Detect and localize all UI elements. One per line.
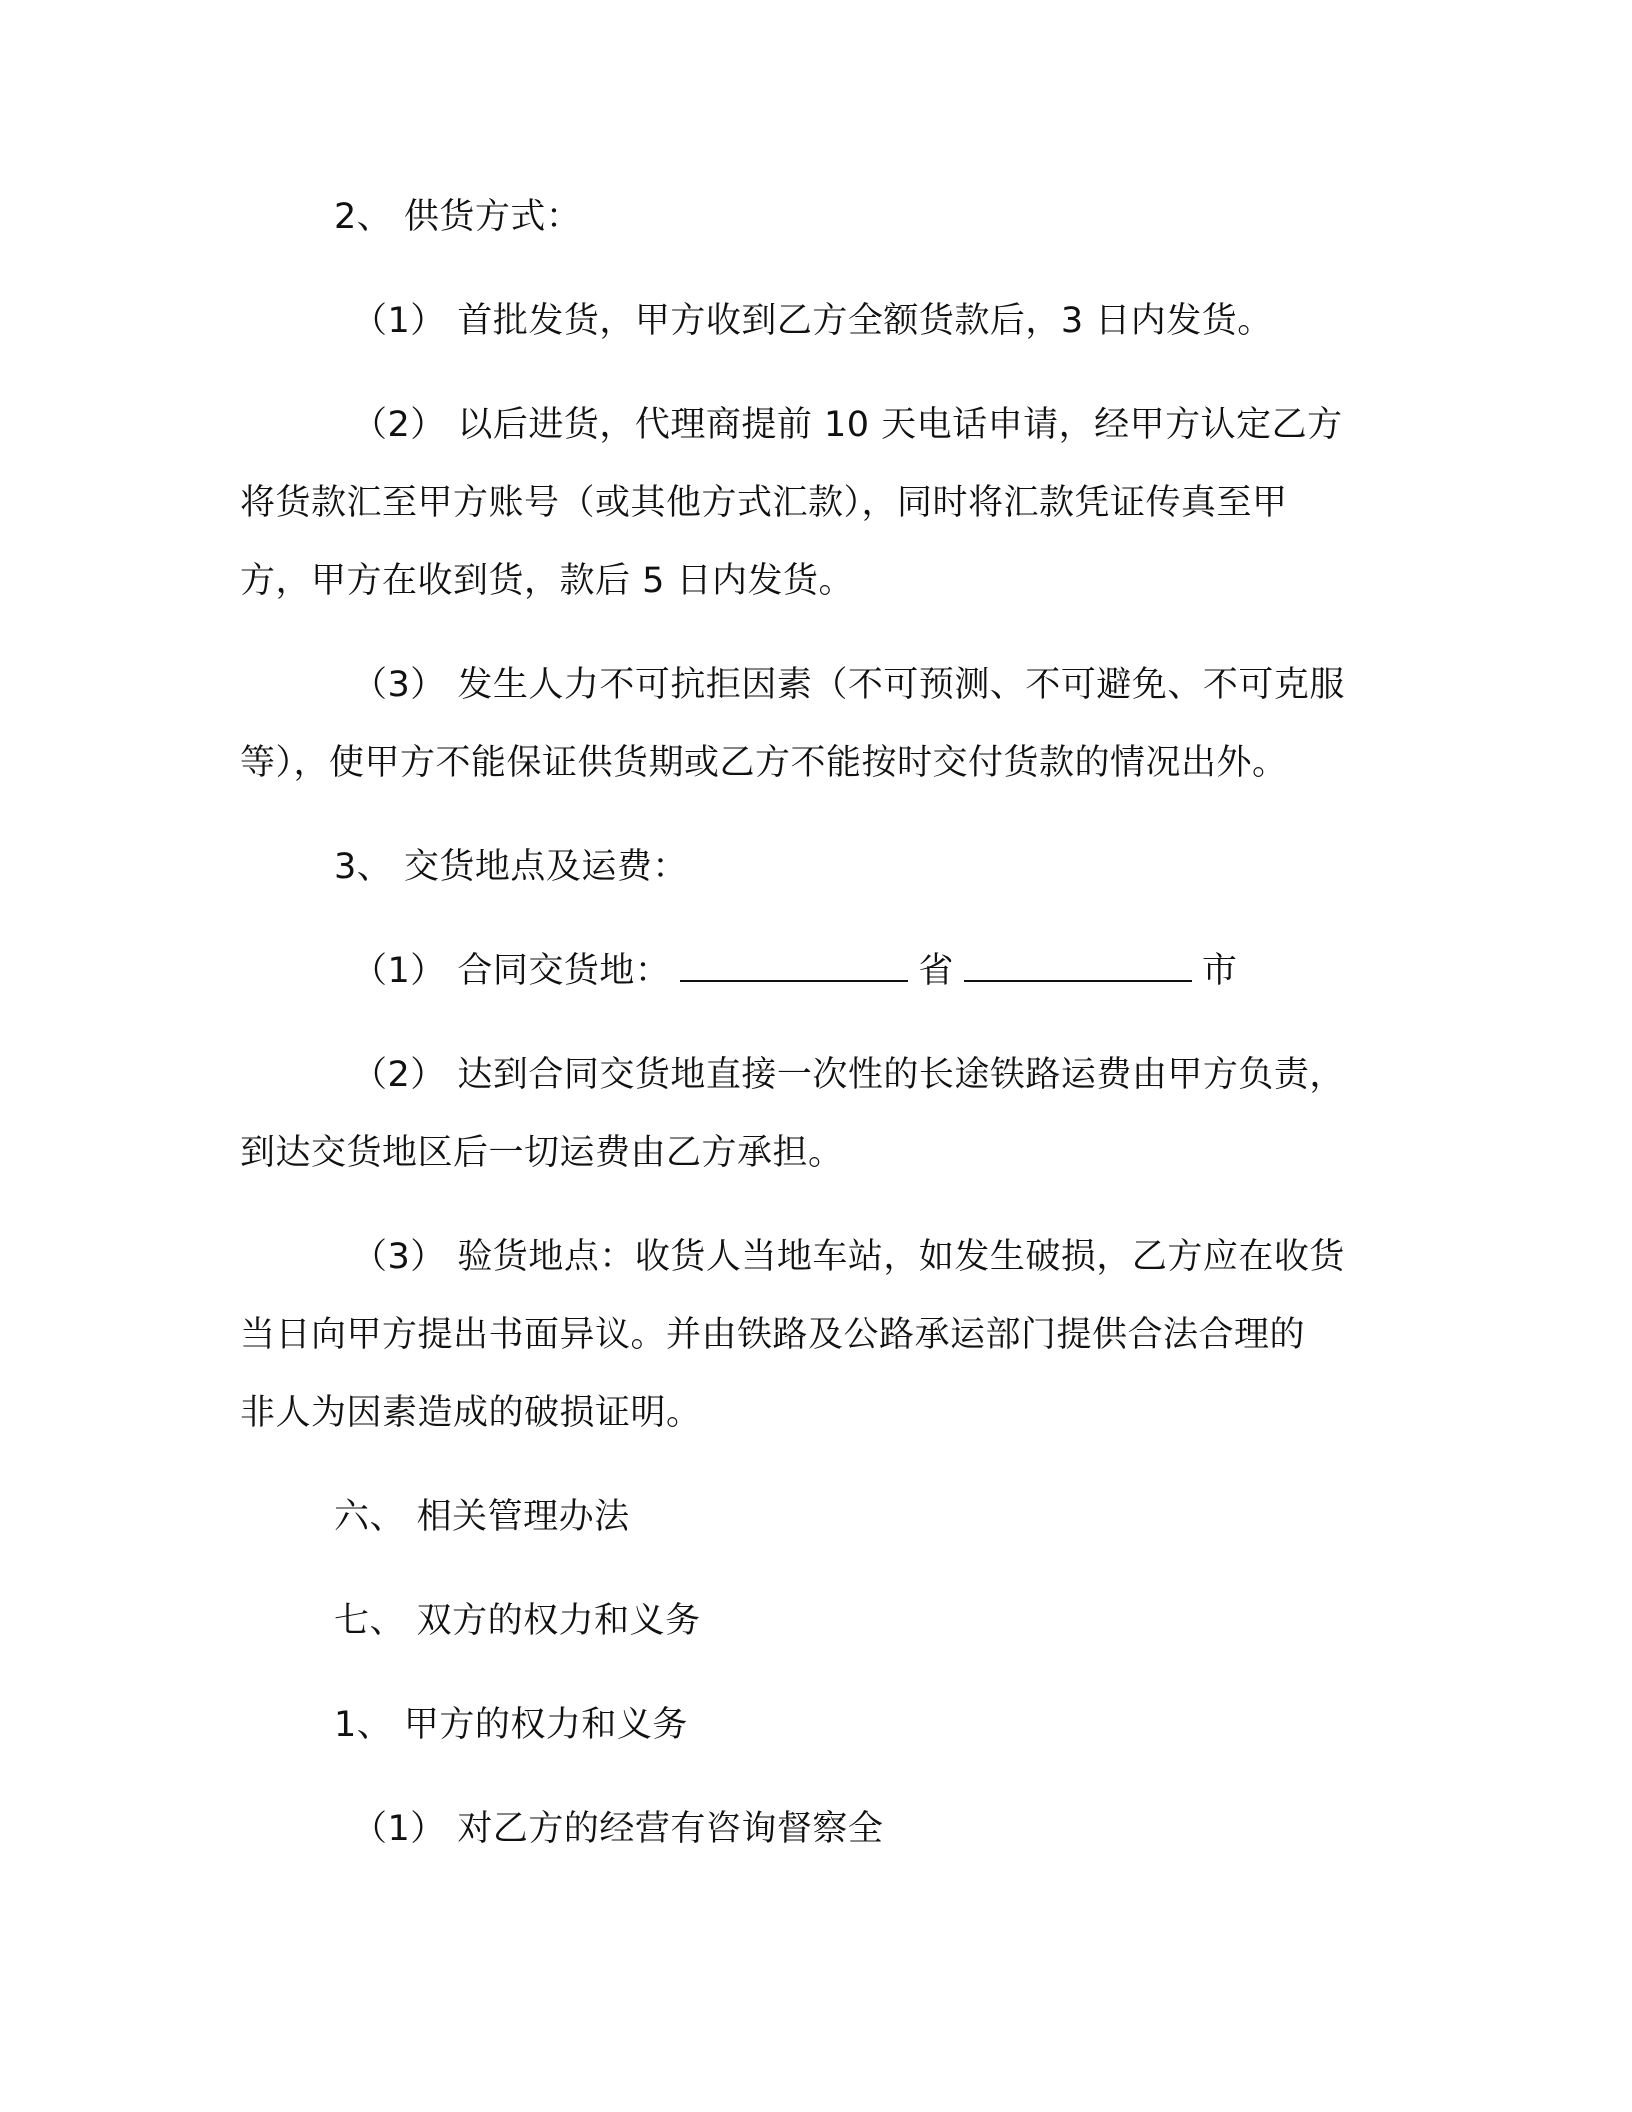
paragraph-party-a-item1: （1） 对乙方的经营有咨询督察全 bbox=[352, 1809, 884, 1849]
paragraph-freight-line2: 到达交货地区后一切运费由乙方承担。 bbox=[240, 1133, 844, 1173]
section-heading-delivery: 3、 交货地点及运费： bbox=[334, 847, 688, 887]
paragraph-later-orders-line1: （2） 以后进货，代理商提前 10 天电话申请，经甲方认定乙方 bbox=[352, 405, 1343, 445]
subsection-heading-party-a: 1、 甲方的权力和义务 bbox=[334, 1705, 688, 1745]
paragraph-inspection-line3: 非人为因素造成的破损证明。 bbox=[240, 1393, 702, 1433]
city-label: 市 bbox=[1201, 951, 1238, 991]
province-label: 省 bbox=[918, 951, 954, 991]
paragraph-later-orders-line2: 将货款汇至甲方账号（或其他方式汇款），同时将汇款凭证传真至甲 bbox=[240, 483, 1288, 523]
paragraph-delivery-location bbox=[352, 932, 1492, 1010]
paragraph-later-orders-line3: 方，甲方在收到货，款后 5 日内发货。 bbox=[240, 561, 855, 601]
section-heading-supply-method: 2、 供货方式： bbox=[334, 197, 582, 237]
province-blank bbox=[680, 950, 908, 982]
paragraph-first-shipment: （1） 首批发货，甲方收到乙方全额货款后，3 日内发货。 bbox=[352, 301, 1273, 341]
paragraph-force-majeure-line1: （3） 发生人力不可抗拒因素（不可预测、不可避免、不可克服 bbox=[352, 665, 1345, 705]
paragraph-inspection-line1: （3） 验货地点：收货人当地车站，如发生破损，乙方应在收货 bbox=[352, 1237, 1345, 1277]
city-blank bbox=[964, 950, 1192, 982]
paragraph-freight-line1: （2） 达到合同交货地直接一次性的长途铁路运费由甲方负责， bbox=[352, 1055, 1345, 1095]
section-heading-management: 六、 相关管理办法 bbox=[334, 1497, 630, 1537]
section-heading-rights-obligations: 七、 双方的权力和义务 bbox=[334, 1601, 701, 1641]
delivery-location-label: （1） 合同交货地： bbox=[352, 951, 671, 991]
paragraph-force-majeure-line2: 等），使甲方不能保证供货期或乙方不能按时交付货款的情况出外。 bbox=[240, 743, 1288, 783]
paragraph-inspection-line2: 当日向甲方提出书面异议。并由铁路及公路承运部门提供合法合理的 bbox=[240, 1315, 1306, 1355]
